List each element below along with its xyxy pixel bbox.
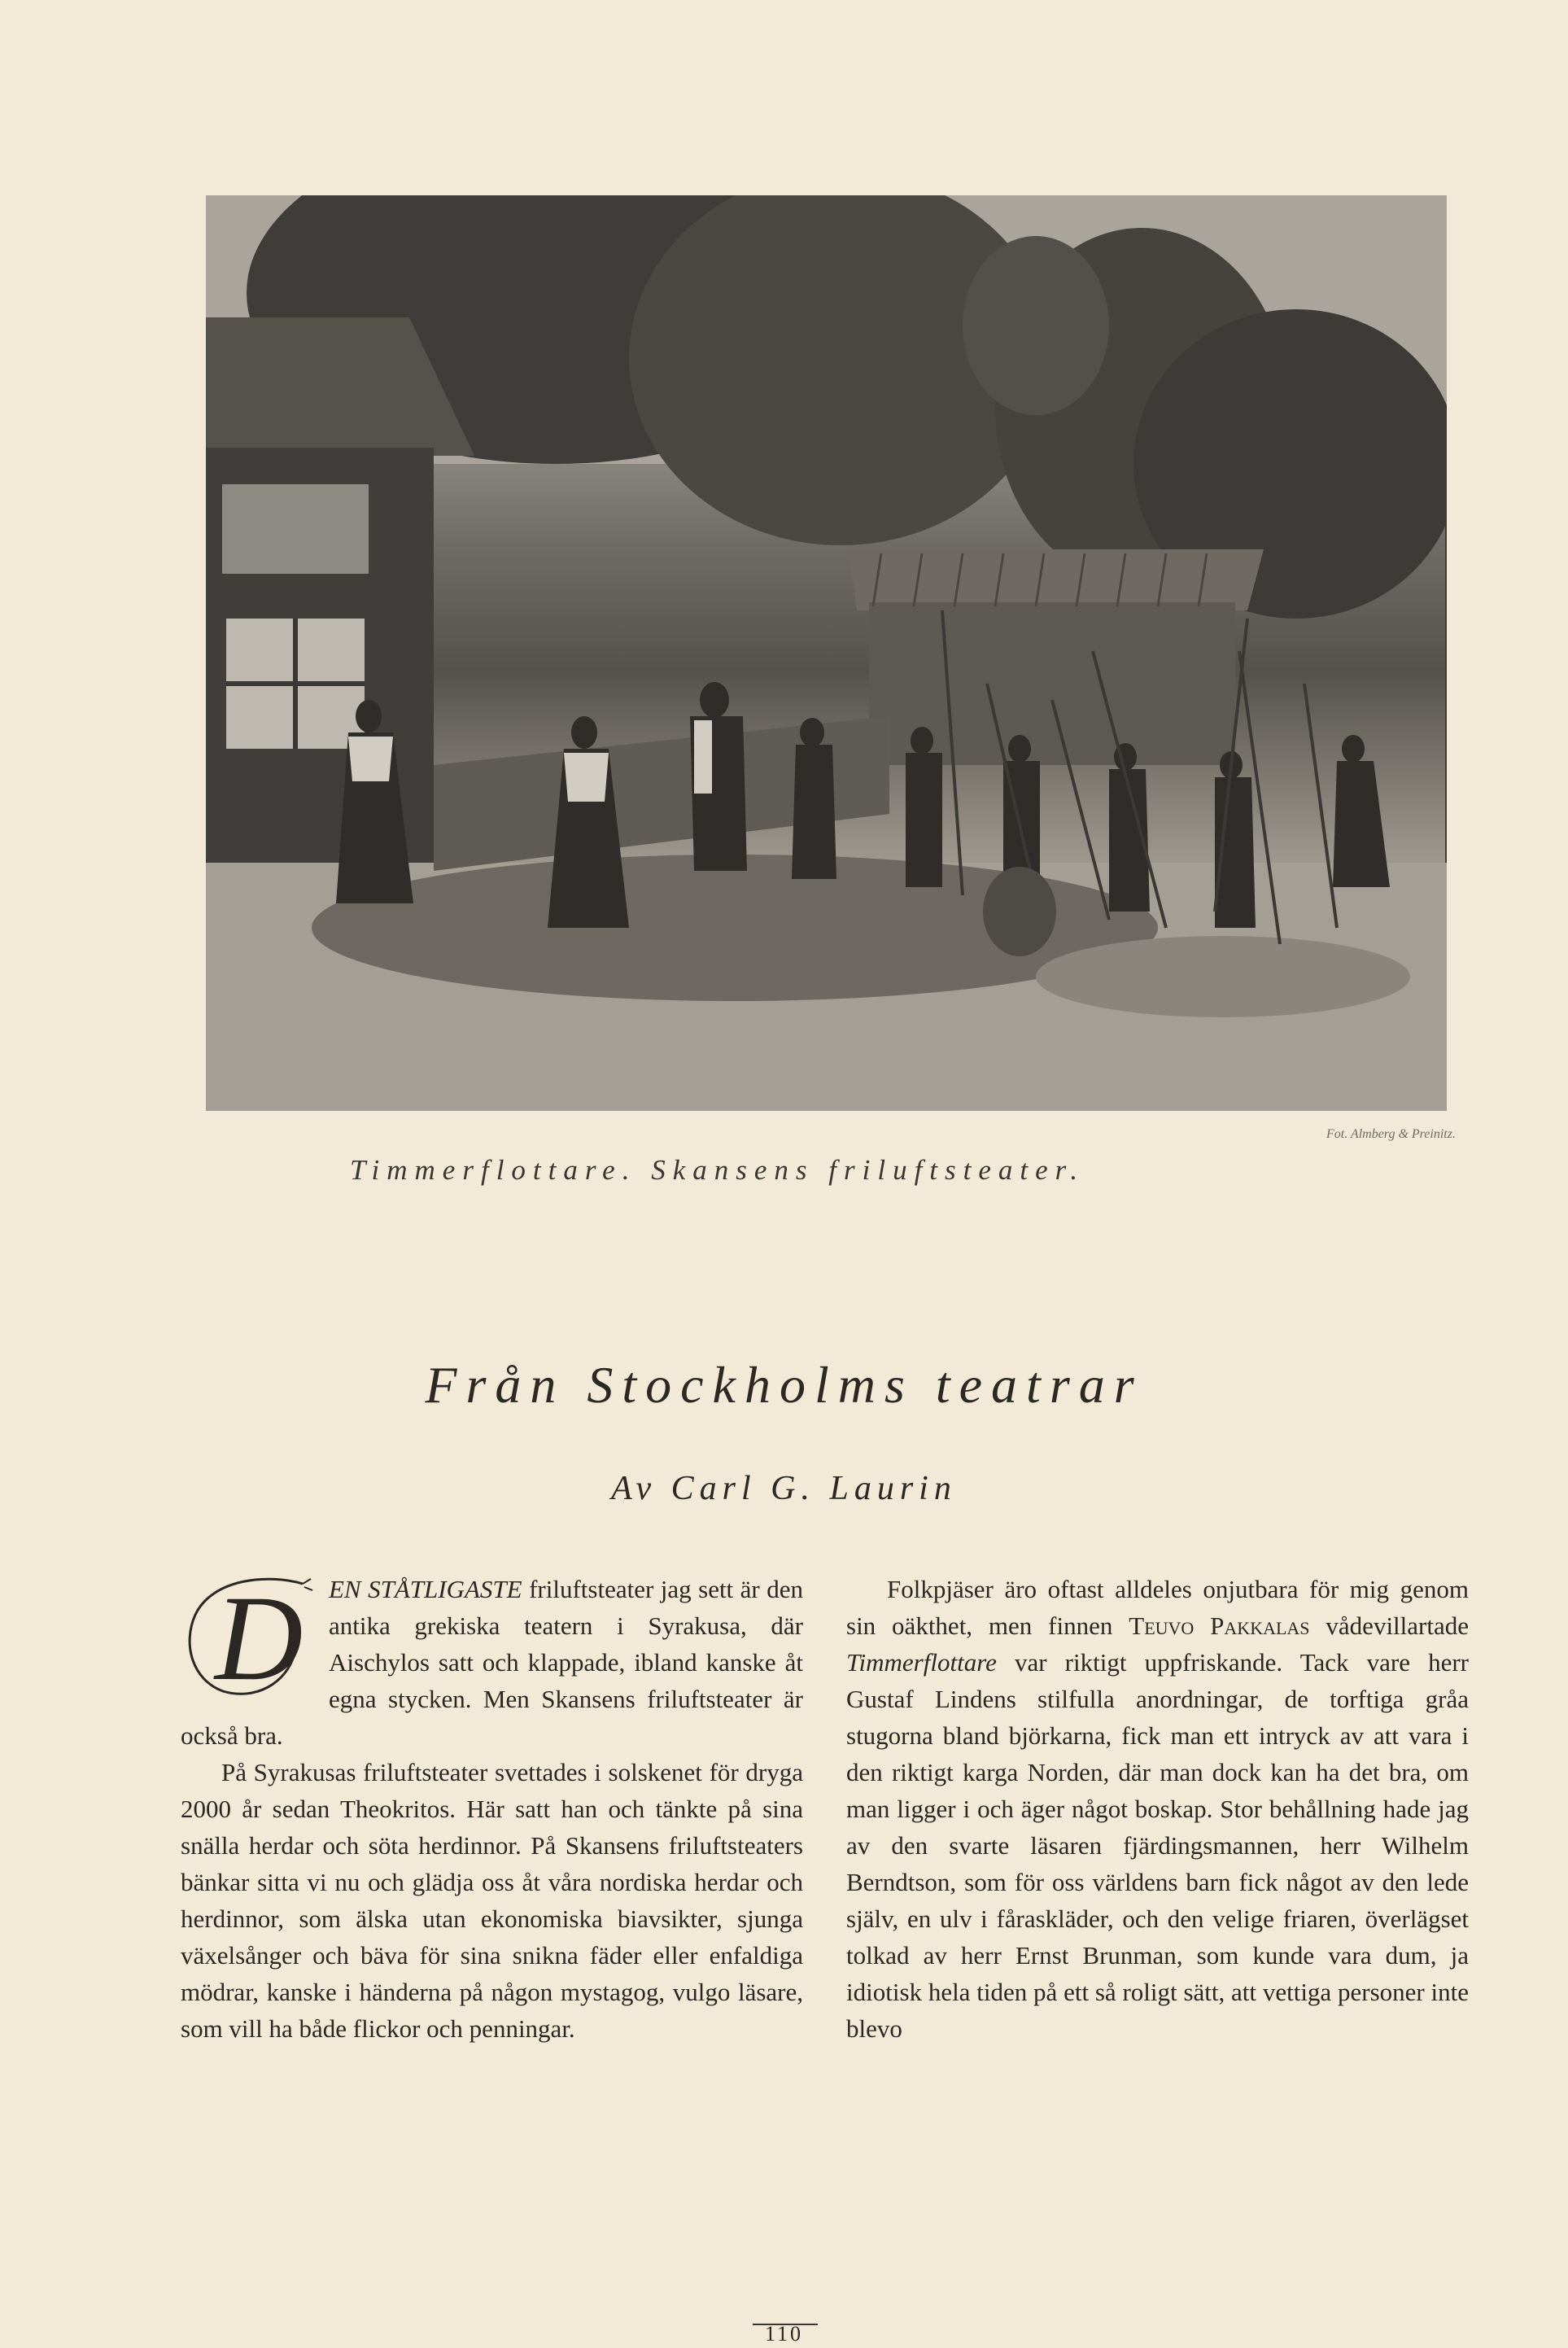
paragraph: På Syrakusas friluftsteater svettades i solskenet för dryga 2000 år sedan Theokritos. Här satt han och tänkte på sina snälla herdar och söta herdinnor. På Skansens friluftsteaters bänkar sitta vi nu och glädja oss åt våra nordiska herdar och herdinnor, som älska utan ekonomiska biavsikter, sjunga växelsånger och bäva för sina snikna fäder eller enfaldiga mödrar, kanske i händerna på någon mystagog, vulgo läsare, som vill ha både flickor och penningar. — [181, 1758, 803, 2043]
paragraph-text: Folkpjäser äro oftast alldeles onjutbara för mig genom sin oäkthet, men finnen — [846, 1575, 1469, 1640]
paragraph-text: var riktigt uppfriskande. Tack vare herr Gustaf Lindens stilfulla anordningar, de torftiga gråa stugorna bland björkarna, fick man ett intryck av att vara i den riktigt karga Norden, där man dock kan ha det bra, om man ligger i och äger något boskap. Stor behållning hade jag av den svarte läsaren fjärdingsmannen, herr Wilhelm Berndtson, som för oss världens barn fick något av den lede själv, en ulv i fåraskläder, och den velige friaren, överlägset tolkad av herr Ernst Brunman, som kunde vara dum, ja idiotisk hela tiden på ett så roligt sätt, att vettiga personer inte blevo — [846, 1648, 1469, 2043]
left-column — [181, 1571, 803, 2047]
photo-caption: Timmerflottare. Skansens friluftsteater. — [350, 1154, 1085, 1186]
photo-scene-illustration — [206, 195, 1447, 1111]
play-title: Timmerflottare — [846, 1648, 997, 1677]
paragraph — [181, 1571, 803, 1754]
article-title: Från Stockholms teatrar — [425, 1356, 1143, 1414]
author-name: Teuvo Pakkalas — [1129, 1611, 1310, 1640]
opening-small-caps: EN STÅTLIGASTE — [329, 1575, 522, 1603]
photograph — [206, 195, 1447, 1111]
dropcap-letter: D — [215, 1571, 304, 1706]
photo-credit: Fot. Almberg & Preinitz. — [1326, 1127, 1456, 1141]
dropcap-ornament — [181, 1571, 317, 1706]
paragraph — [846, 1571, 1469, 2047]
paragraph-text: friluftsteater jag sett är den antika grekiska teatern i Syrakusa, där Aischylos satt och klappade, ibland kanske åt egna stycken. Men Skansens friluftsteater är också bra. — [181, 1575, 803, 1750]
page-number: 110 — [764, 2322, 804, 2346]
right-column — [846, 1571, 1469, 2047]
article-byline: Av Carl G. Laurin — [611, 1470, 957, 1507]
paragraph-text: vådevillartade — [1309, 1611, 1469, 1640]
